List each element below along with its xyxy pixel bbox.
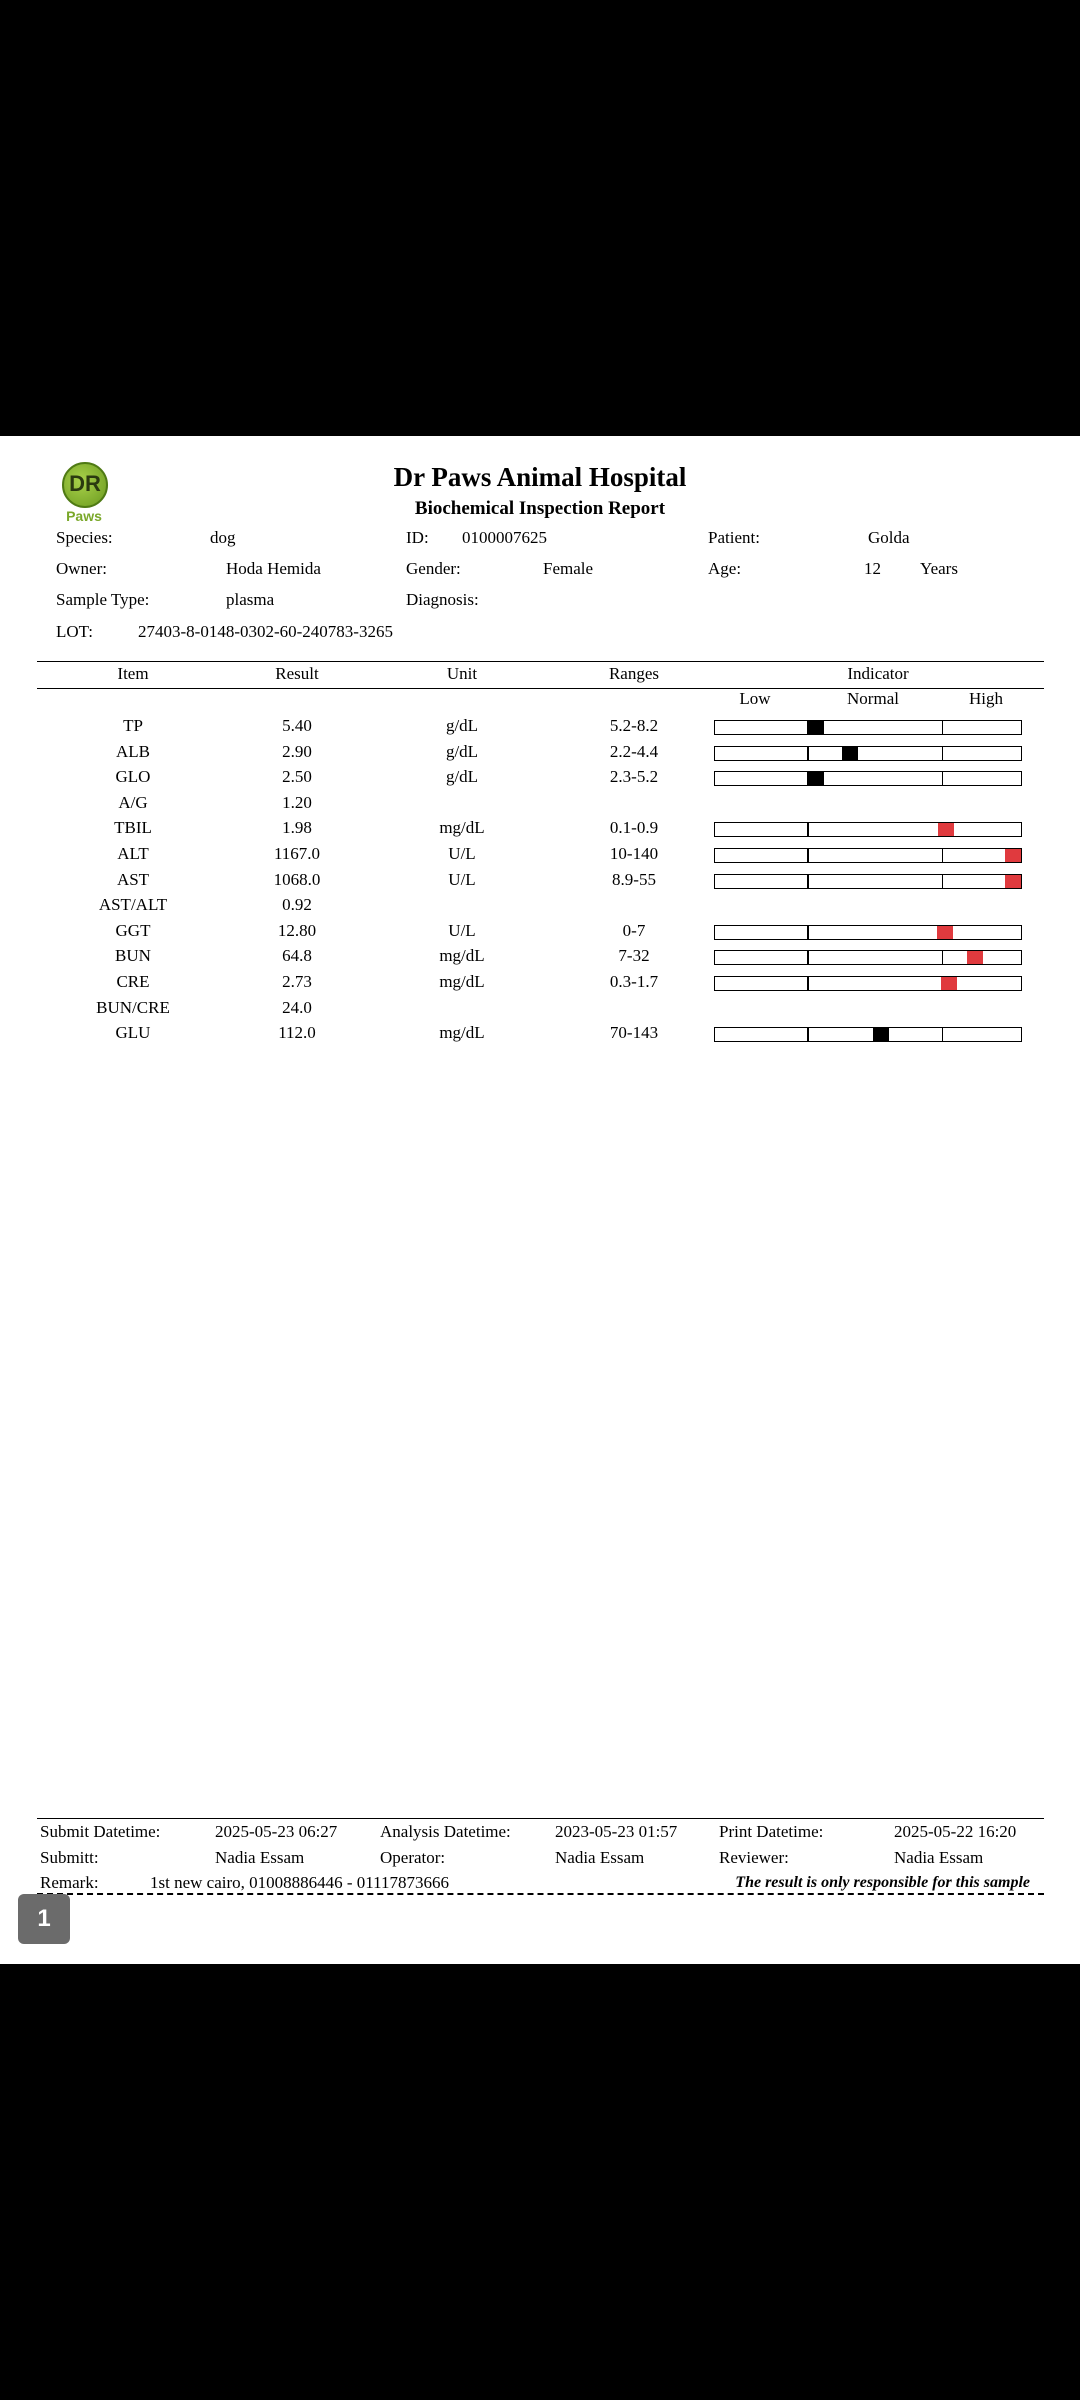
gender-label: Gender: bbox=[406, 559, 461, 578]
row-unit: mg/dL bbox=[439, 972, 485, 991]
row-result: 2.73 bbox=[282, 972, 312, 991]
age-label: Age: bbox=[708, 559, 742, 578]
operator-value: Nadia Essam bbox=[555, 1848, 645, 1867]
indicator-high-label: High bbox=[969, 689, 1003, 708]
row-unit: U/L bbox=[448, 920, 476, 940]
row-item: GLU bbox=[115, 1023, 151, 1043]
high-marker bbox=[941, 977, 957, 990]
analysis-datetime-value: 2023-05-23 01:57 bbox=[555, 1822, 678, 1841]
row-unit: g/dL bbox=[445, 767, 479, 787]
indicator-high-divider bbox=[942, 848, 943, 863]
high-marker bbox=[1005, 849, 1021, 862]
row-result: 1.20 bbox=[282, 792, 312, 812]
reviewer-label: Reviewer: bbox=[719, 1848, 789, 1867]
age-value: 12 bbox=[864, 559, 881, 578]
row-result: 12.80 bbox=[277, 920, 317, 940]
species-label: Species: bbox=[56, 528, 113, 547]
species-value: dog bbox=[210, 528, 236, 547]
row-unit: mg/dL bbox=[439, 1023, 485, 1043]
indicator-high-divider bbox=[942, 720, 943, 735]
submit-datetime-value: 2025-05-23 06:27 bbox=[215, 1822, 338, 1841]
indicator-bar bbox=[714, 950, 1022, 965]
indicator-low-divider bbox=[807, 746, 809, 761]
row-result: 2.50 bbox=[282, 767, 312, 787]
indicator-low-divider bbox=[807, 925, 809, 940]
owner-label: Owner: bbox=[56, 559, 107, 578]
sample-type-label: Sample Type: bbox=[56, 590, 150, 609]
indicator-bar bbox=[714, 720, 1022, 735]
logo-text: DR bbox=[69, 471, 101, 496]
indicator-high-divider bbox=[942, 746, 943, 761]
row-item: A/G bbox=[118, 792, 148, 812]
normal-marker bbox=[873, 1028, 889, 1041]
row-item: CRE bbox=[116, 972, 150, 991]
operator-label: Operator: bbox=[380, 1848, 446, 1867]
indicator-bar bbox=[714, 1027, 1022, 1042]
hospital-name: Dr Paws Animal Hospital bbox=[393, 462, 687, 492]
high-marker bbox=[938, 823, 954, 836]
submitt-label: Submitt: bbox=[40, 1848, 99, 1867]
row-result: 112.0 bbox=[278, 1023, 316, 1043]
row-item: TP bbox=[123, 716, 143, 735]
indicator-low-divider bbox=[807, 822, 809, 837]
indicator-low-divider bbox=[807, 976, 809, 991]
indicator-low-divider bbox=[807, 848, 809, 863]
row-range: 0-7 bbox=[622, 920, 646, 940]
report-title: Biochemical Inspection Report bbox=[414, 498, 666, 519]
row-item: GGT bbox=[115, 920, 151, 940]
indicator-bar bbox=[714, 822, 1022, 837]
normal-marker bbox=[808, 721, 824, 734]
indicator-bar bbox=[714, 925, 1022, 940]
indicator-high-divider bbox=[942, 771, 943, 786]
row-range: 0.1-0.9 bbox=[609, 818, 659, 838]
column-indicator: Indicator bbox=[847, 664, 909, 683]
row-range: 2.2-4.4 bbox=[609, 741, 659, 761]
high-marker bbox=[1005, 875, 1021, 888]
row-range: 0.3-1.7 bbox=[609, 972, 659, 991]
row-range: 70-143 bbox=[609, 1023, 659, 1043]
submitt-value: Nadia Essam bbox=[215, 1848, 305, 1867]
row-unit: mg/dL bbox=[439, 946, 485, 966]
patient-label: Patient: bbox=[708, 528, 760, 547]
remark-label: Remark: bbox=[40, 1873, 99, 1892]
table-top-rule bbox=[37, 661, 1044, 662]
row-unit: U/L bbox=[448, 869, 476, 889]
age-unit: Years bbox=[920, 559, 958, 578]
normal-marker bbox=[808, 772, 824, 785]
high-marker bbox=[967, 951, 983, 964]
indicator-bar bbox=[714, 746, 1022, 761]
print-datetime-value: 2025-05-22 16:20 bbox=[894, 1822, 1017, 1841]
row-item: BUN/CRE bbox=[96, 997, 170, 1017]
print-datetime-label: Print Datetime: bbox=[719, 1822, 824, 1841]
id-label: ID: bbox=[406, 528, 429, 547]
indicator-bar bbox=[714, 976, 1022, 991]
row-result: 5.40 bbox=[282, 716, 312, 735]
remark-value: 1st new cairo, 01008886446 - 01117873666 bbox=[150, 1873, 450, 1892]
page-number-badge[interactable]: 1 bbox=[18, 1894, 70, 1944]
row-range: 8.9-55 bbox=[612, 869, 656, 889]
row-range: 2.3-5.2 bbox=[609, 767, 659, 787]
footer-rule bbox=[37, 1818, 1044, 1819]
disclaimer-text: The result is only responsible for this sample bbox=[735, 1874, 1030, 1891]
footer-dashed-rule bbox=[37, 1893, 1044, 1895]
row-result: 0.92 bbox=[282, 895, 312, 915]
row-unit: U/L bbox=[448, 844, 476, 863]
indicator-bar bbox=[714, 848, 1022, 863]
normal-marker bbox=[842, 747, 858, 760]
diagnosis-label: Diagnosis: bbox=[406, 590, 479, 609]
analysis-datetime-label: Analysis Datetime: bbox=[380, 1822, 511, 1841]
indicator-bar bbox=[714, 771, 1022, 786]
row-result: 1.98 bbox=[282, 818, 312, 838]
row-range: 7-32 bbox=[618, 946, 650, 966]
indicator-low-label: Low bbox=[739, 689, 771, 708]
row-unit: g/dL bbox=[445, 741, 479, 761]
row-range: 10-140 bbox=[609, 844, 659, 863]
column-unit: Unit bbox=[446, 664, 478, 683]
row-item: ALB bbox=[116, 741, 150, 761]
indicator-high-divider bbox=[942, 874, 943, 889]
row-item: TBIL bbox=[114, 818, 152, 838]
gender-value: Female bbox=[543, 559, 594, 578]
reviewer-value: Nadia Essam bbox=[894, 1848, 984, 1867]
row-result: 1167.0 bbox=[273, 844, 321, 863]
row-item: ALT bbox=[117, 844, 149, 863]
row-item: GLO bbox=[115, 767, 151, 787]
row-result: 1068.0 bbox=[273, 869, 321, 889]
indicator-low-divider bbox=[807, 1027, 809, 1042]
submit-datetime-label: Submit Datetime: bbox=[40, 1822, 161, 1841]
column-item: Item bbox=[117, 664, 149, 683]
indicator-normal-label: Normal bbox=[847, 689, 899, 708]
id-value: 0100007625 bbox=[462, 528, 547, 547]
indicator-low-divider bbox=[807, 874, 809, 889]
lot-value: 27403-8-0148-0302-60-240783-3265 bbox=[138, 622, 393, 641]
row-unit: mg/dL bbox=[439, 818, 485, 838]
high-marker bbox=[937, 926, 953, 939]
indicator-low-divider bbox=[807, 950, 809, 965]
row-item: AST/ALT bbox=[98, 895, 168, 915]
logo-subtext: Paws bbox=[66, 508, 102, 524]
row-result: 64.8 bbox=[282, 946, 312, 966]
column-ranges: Ranges bbox=[608, 664, 660, 683]
patient-value: Golda bbox=[868, 528, 910, 547]
row-unit: g/dL bbox=[445, 716, 479, 735]
row-result: 24.0 bbox=[282, 997, 312, 1017]
row-item: AST bbox=[116, 869, 150, 889]
lot-label: LOT: bbox=[56, 622, 93, 641]
sample-type-value: plasma bbox=[226, 590, 275, 609]
row-item: BUN bbox=[115, 946, 151, 966]
report-page bbox=[0, 436, 1080, 1964]
indicator-high-divider bbox=[942, 950, 943, 965]
row-result: 2.90 bbox=[282, 741, 312, 761]
row-range: 5.2-8.2 bbox=[609, 716, 659, 735]
indicator-bar bbox=[714, 874, 1022, 889]
indicator-high-divider bbox=[942, 1027, 943, 1042]
column-result: Result bbox=[275, 664, 319, 683]
owner-value: Hoda Hemida bbox=[226, 559, 321, 578]
